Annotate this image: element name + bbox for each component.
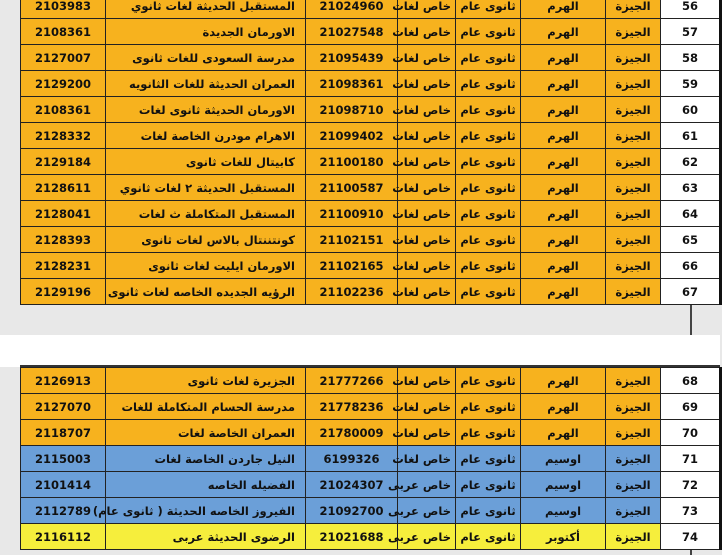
school-name-cell: العمران الخاصة لغات <box>106 420 306 446</box>
stage-cell: ثانوى عام <box>456 71 521 97</box>
governorate-cell: الجيزة <box>606 123 661 149</box>
governorate-cell: الجيزة <box>606 201 661 227</box>
row-index: 62 <box>661 149 721 175</box>
table-row <box>21 149 721 175</box>
row-index: 74 <box>661 524 721 550</box>
stage-cell: ثانوى عام <box>456 420 521 446</box>
school-number-cell: 21099402 <box>306 123 398 149</box>
stage-cell: ثانوى عام <box>456 19 521 45</box>
school-code-cell: 2103983 <box>21 0 106 19</box>
school-name-cell: الجزيرة لغات ثانوى <box>106 368 306 394</box>
school-number-cell: 21024307 <box>306 472 398 498</box>
school-name-cell: كابيتال للغات ثانوى <box>106 149 306 175</box>
school-type-cell: خاص عربى <box>398 472 456 498</box>
table-row <box>21 446 721 472</box>
schools-table-top <box>20 0 698 305</box>
governorate-cell: الجيزة <box>606 472 661 498</box>
school-code-cell: 2118707 <box>21 420 106 446</box>
district-cell: الهرم <box>521 201 606 227</box>
school-type-cell: خاص لغات <box>398 149 456 175</box>
school-code-cell: 2128041 <box>21 201 106 227</box>
district-cell: الهرم <box>521 97 606 123</box>
stage-cell: ثانوى عام <box>456 279 521 305</box>
row-index: 72 <box>661 472 721 498</box>
school-code-cell: 2127070 <box>21 394 106 420</box>
school-code-cell: 2126913 <box>21 368 106 394</box>
table-row <box>21 524 721 550</box>
stage-cell: ثانوى عام <box>456 368 521 394</box>
table-row <box>21 0 721 19</box>
school-number-cell: 21778236 <box>306 394 398 420</box>
schools-table <box>20 0 722 305</box>
school-name-cell: الفضيله الخاصه <box>106 472 306 498</box>
school-type-cell: خاص لغات <box>398 279 456 305</box>
school-code-cell: 2129200 <box>21 71 106 97</box>
school-code-cell: 2129196 <box>21 279 106 305</box>
table-row <box>21 19 721 45</box>
governorate-cell: الجيزة <box>606 227 661 253</box>
governorate-cell: الجيزة <box>606 279 661 305</box>
district-cell: اوسيم <box>521 446 606 472</box>
school-code-cell: 2108361 <box>21 97 106 123</box>
school-type-cell: خاص لغات <box>398 123 456 149</box>
school-name-cell: المستقبل المتكاملة ث لغات <box>106 201 306 227</box>
row-index: 59 <box>661 71 721 97</box>
district-cell: الهرم <box>521 19 606 45</box>
district-cell: الهرم <box>521 149 606 175</box>
school-code-cell: 2108361 <box>21 19 106 45</box>
stage-cell: ثانوى عام <box>456 0 521 19</box>
row-index: 69 <box>661 394 721 420</box>
stage-cell: ثانوى عام <box>456 45 521 71</box>
school-name-cell: المستقبل الحديثة لغات ثانوي <box>106 0 306 19</box>
table-row <box>21 253 721 279</box>
stage-cell: ثانوى عام <box>456 123 521 149</box>
governorate-cell: الجيزة <box>606 368 661 394</box>
school-type-cell: خاص لغات <box>398 45 456 71</box>
governorate-cell: الجيزة <box>606 0 661 19</box>
school-code-cell: 2128393 <box>21 227 106 253</box>
row-index: 58 <box>661 45 721 71</box>
school-type-cell: خاص عربى <box>398 498 456 524</box>
school-type-cell: خاص لغات <box>398 420 456 446</box>
table-row <box>21 71 721 97</box>
school-type-cell: خاص لغات <box>398 0 456 19</box>
school-code-cell: 2129184 <box>21 149 106 175</box>
row-index: 63 <box>661 175 721 201</box>
stage-cell: ثانوى عام <box>456 472 521 498</box>
stage-cell: ثانوى عام <box>456 394 521 420</box>
stage-cell: ثانوى عام <box>456 253 521 279</box>
district-cell: الهرم <box>521 394 606 420</box>
school-code-cell: 2128332 <box>21 123 106 149</box>
school-code-cell: 2112789 <box>21 498 106 524</box>
table-row <box>21 472 721 498</box>
school-name-cell: النيل جاردن الخاصة لغات <box>106 446 306 472</box>
school-code-cell: 2116112 <box>21 524 106 550</box>
district-cell: الهرم <box>521 253 606 279</box>
governorate-cell: الجيزة <box>606 175 661 201</box>
school-type-cell: خاص لغات <box>398 71 456 97</box>
school-type-cell: خاص لغات <box>398 175 456 201</box>
section-gap <box>0 335 720 367</box>
governorate-cell: الجيزة <box>606 71 661 97</box>
school-code-cell: 2115003 <box>21 446 106 472</box>
stage-cell: ثانوى عام <box>456 201 521 227</box>
school-number-cell: 21100910 <box>306 201 398 227</box>
governorate-cell: الجيزة <box>606 524 661 550</box>
row-index: 65 <box>661 227 721 253</box>
stage-cell: ثانوى عام <box>456 498 521 524</box>
table-row <box>21 175 721 201</box>
district-cell: الهرم <box>521 368 606 394</box>
school-number-cell: 21027548 <box>306 19 398 45</box>
district-cell: اوسيم <box>521 498 606 524</box>
table-row <box>21 420 721 446</box>
school-name-cell: مدرسة الحسام المتكاملة للغات <box>106 394 306 420</box>
governorate-cell: الجيزة <box>606 149 661 175</box>
stage-cell: ثانوى عام <box>456 227 521 253</box>
school-number-cell: 21095439 <box>306 45 398 71</box>
school-name-cell: الرضوى الحديثة عربى <box>106 524 306 550</box>
table-row <box>21 498 721 524</box>
school-name-cell: الاورمان الحديثة ثانوى لغات <box>106 97 306 123</box>
school-name-cell: الاهرام مودرن الخاصة لغات <box>106 123 306 149</box>
district-cell: اوسيم <box>521 472 606 498</box>
district-cell: الهرم <box>521 420 606 446</box>
school-name-cell: الرؤيه الجديده الخاصه لغات ثانوى <box>106 279 306 305</box>
school-number-cell: 21098710 <box>306 97 398 123</box>
governorate-cell: الجيزة <box>606 19 661 45</box>
schools-table <box>20 367 722 550</box>
school-number-cell: 21021688 <box>306 524 398 550</box>
schools-table-bottom <box>20 367 698 550</box>
district-cell: الهرم <box>521 123 606 149</box>
school-number-cell: 21098361 <box>306 71 398 97</box>
school-number-cell: 21092700 <box>306 498 398 524</box>
school-code-cell: 2127007 <box>21 45 106 71</box>
governorate-cell: الجيزة <box>606 446 661 472</box>
row-index: 67 <box>661 279 721 305</box>
school-name-cell: كونتننتال بالاس لغات ثانوى <box>106 227 306 253</box>
stage-cell: ثانوى عام <box>456 175 521 201</box>
row-index: 57 <box>661 19 721 45</box>
school-number-cell: 21102236 <box>306 279 398 305</box>
school-name-cell: الفيروز الخاصه الحديثة ( ثانوى عام) <box>106 498 306 524</box>
row-index: 68 <box>661 368 721 394</box>
governorate-cell: الجيزة <box>606 498 661 524</box>
stage-cell: ثانوى عام <box>456 446 521 472</box>
stage-cell: ثانوى عام <box>456 97 521 123</box>
school-number-cell: 21777266 <box>306 368 398 394</box>
school-type-cell: خاص لغات <box>398 446 456 472</box>
school-number-cell: 21024960 <box>306 0 398 19</box>
school-name-cell: الاورمان ايليت لغات ثانوى <box>106 253 306 279</box>
school-type-cell: خاص لغات <box>398 368 456 394</box>
school-number-cell: 21780009 <box>306 420 398 446</box>
stage-cell: ثانوى عام <box>456 149 521 175</box>
district-cell: الهرم <box>521 45 606 71</box>
row-index: 73 <box>661 498 721 524</box>
district-cell: الهرم <box>521 227 606 253</box>
school-number-cell: 21100180 <box>306 149 398 175</box>
school-type-cell: خاص لغات <box>398 227 456 253</box>
school-type-cell: خاص عربى <box>398 524 456 550</box>
school-number-cell: 6199326 <box>306 446 398 472</box>
district-cell: الهرم <box>521 0 606 19</box>
school-type-cell: خاص لغات <box>398 97 456 123</box>
governorate-cell: الجيزة <box>606 253 661 279</box>
table-row <box>21 123 721 149</box>
school-type-cell: خاص لغات <box>398 394 456 420</box>
table-row <box>21 279 721 305</box>
school-number-cell: 21102165 <box>306 253 398 279</box>
table-row <box>21 394 721 420</box>
row-index: 56 <box>661 0 721 19</box>
table-row <box>21 45 721 71</box>
row-index: 71 <box>661 446 721 472</box>
row-index: 64 <box>661 201 721 227</box>
school-type-cell: خاص لغات <box>398 201 456 227</box>
school-code-cell: 2128231 <box>21 253 106 279</box>
school-name-cell: العمران الحديثة للغات الثانويه <box>106 71 306 97</box>
row-index: 70 <box>661 420 721 446</box>
governorate-cell: الجيزة <box>606 420 661 446</box>
governorate-cell: الجيزة <box>606 97 661 123</box>
row-index: 61 <box>661 123 721 149</box>
school-name-cell: مدرسة السعودى للغات ثانوى <box>106 45 306 71</box>
stage-cell: ثانوى عام <box>456 524 521 550</box>
district-cell: الهرم <box>521 279 606 305</box>
school-code-cell: 2128611 <box>21 175 106 201</box>
district-cell: أكتوبر <box>521 524 606 550</box>
row-index: 66 <box>661 253 721 279</box>
school-type-cell: خاص لغات <box>398 19 456 45</box>
school-type-cell: خاص لغات <box>398 253 456 279</box>
district-cell: الهرم <box>521 71 606 97</box>
school-code-cell: 2101414 <box>21 472 106 498</box>
district-cell: الهرم <box>521 175 606 201</box>
table-row <box>21 201 721 227</box>
governorate-cell: الجيزة <box>606 394 661 420</box>
table-row <box>21 227 721 253</box>
row-index: 60 <box>661 97 721 123</box>
school-name-cell: الاورمان الجديدة <box>106 19 306 45</box>
table-row <box>21 97 721 123</box>
school-number-cell: 21100587 <box>306 175 398 201</box>
school-number-cell: 21102151 <box>306 227 398 253</box>
governorate-cell: الجيزة <box>606 45 661 71</box>
table-row <box>21 368 721 394</box>
school-name-cell: المستقبل الحديثة ٢ لغات ثانوي <box>106 175 306 201</box>
